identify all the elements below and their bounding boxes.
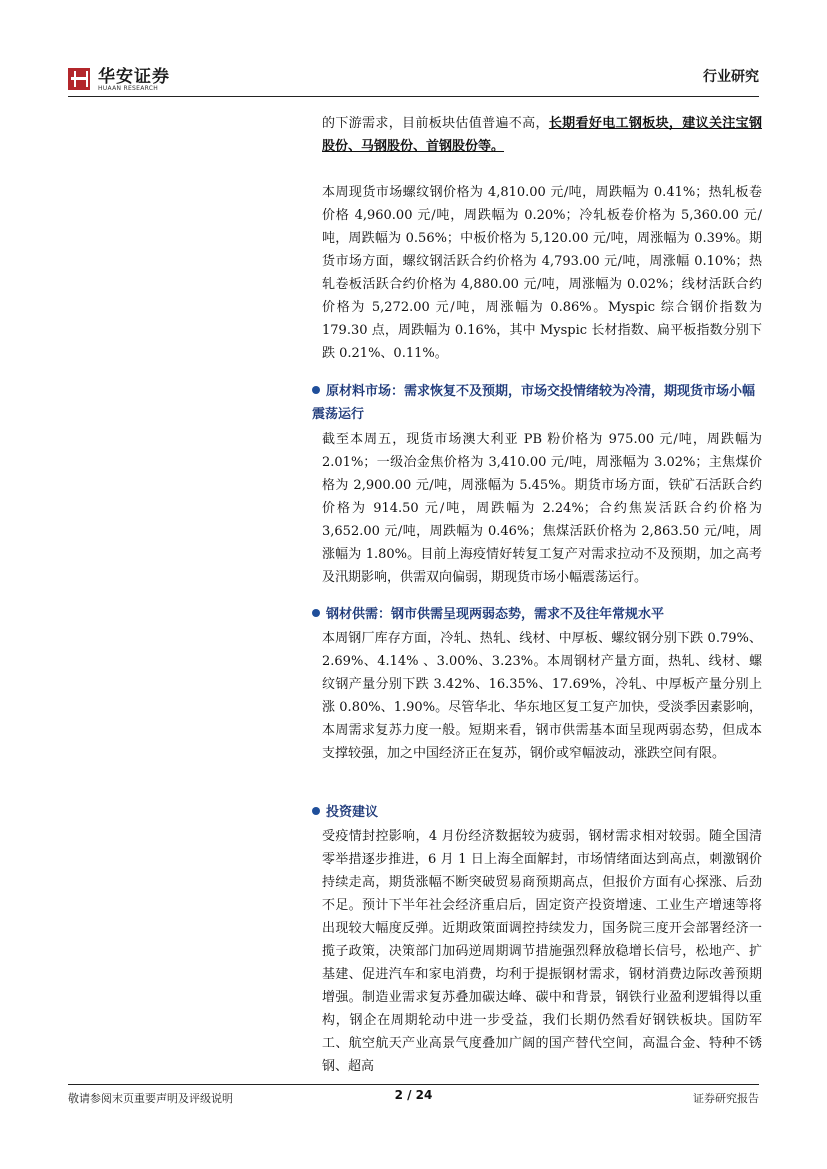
investment-text: 受疫情封控影响，4 月份经济数据较为疲弱，钢材需求相对较弱。随全国清零举措逐步推进，6 月 1 日上海全面解封，市场情绪面达到高点，刺激钢价持续走高，期货涨幅不断突破贸易商预期高点，但报价方面有心探涨、后劲不足。预计下半年社会经济重启后，固定资产投资增速、工业生产增速等将出现较大幅度反弹。近期政策面调控持续发力，国务院三度开会部署经济一揽子政策，决策部门加码逆周期调节措施强烈释放稳增长信号，松地产、扩基建、促进汽车和家电消费，均利于提振钢材需求，钢材消费边际改善预期增强。制造业需求复苏叠加碳达峰、碳中和背景，钢铁行业盈利逻辑得以重构，钢企在周期轮动中进一步受益，我们长期仍然看好钢铁板块。国防军工、航空航天产业高景气度叠加广阔的国产替代空间，高温合金、特种不锈钢、超高 bbox=[322, 829, 762, 1074]
page-header bbox=[0, 0, 827, 100]
market-text: 本周现货市场螺纹钢价格为 4,810.00 元/吨，周跌幅为 0.41%；热轧板卷价格 4,960.00 元/吨，周跌幅为 0.20%；冷轧板卷价格为 5,360.00 元/吨，周跌幅为 0.56%；中板价格为 5,120.00 元/吨，周涨幅为 0.39%。期货市场方面，螺纹钢活跃合约价格为 4,793.00 元/吨，周涨幅 0.10%；热轧卷板活跃合约价格为 4,880.00 元/吨，周涨幅为 0.02%；线材活跃合约价格为 5,272.00 元/吨，周涨幅为 0.86%。Myspic 综合钢价指数为 179.30 点，周跌幅为 0.16%，其中 Myspic 长材指数、扁平板指数分别下跌 0.21%、0.11%。 bbox=[322, 185, 762, 361]
raw-materials-text: 截至本周五，现货市场澳大利亚 PB 粉价格为 975.00 元/吨，周跌幅为 2.01%；一级冶金焦价格为 3,410.00 元/吨，周涨幅为 3.02%；主焦煤价格为 2,900.00 元/吨，周涨幅为 5.45%。期货市场方面，铁矿石活跃合约价格为 914.50 元/吨，周跌幅为 2.24%；合约焦炭活跃合约价格为 3,652.00 元/吨，周跌幅为 0.46%；焦煤活跃价格为 2,863.50 元/吨，周涨幅为 1.80%。目前上海疫情好转复工复产对需求拉动不及预期，加之高考及汛期影响，供需双向偏弱，期现货市场小幅震荡运行。 bbox=[322, 432, 762, 585]
footer-divider bbox=[68, 1084, 759, 1085]
intro-paragraph bbox=[322, 112, 762, 158]
intro-text: 的下游需求，目前板块估值普遍不高， bbox=[322, 116, 549, 131]
header-divider bbox=[68, 96, 759, 97]
steel-supply-text: 本周钢厂库存方面，冷轧、热轧、线材、中厚板、螺纹钢分别下跌 0.79%、2.69%、4.14% 、3.00%、3.23%。本周钢材产量方面，热轧、线材、螺纹钢产量分别下跌 3.42%、16.35%、17.69%，冷轧、中厚板产量分别上涨 0.80%、1.90%。尽管华北、华东地区复工复产加快，受淡季因素影响，本周需求复苏力度一般。短期来看，钢市供需基本面呈现两弱态势，但成本支撑较强，加之中国经济正在复苏，钢价或窄幅波动，涨跌空间有限。 bbox=[322, 631, 762, 761]
intro-recommendation: 长期看好电工钢板块，建议关注宝钢股份、马钢股份、首钢股份等。 bbox=[322, 116, 762, 154]
logo-subtitle: HUAAN RESEARCH bbox=[98, 85, 159, 92]
footer-disclaimer: 敬请参阅末页重要声明及评级说明 bbox=[68, 1092, 233, 1105]
bullet-dot-icon bbox=[312, 807, 320, 815]
bullet-dot-icon bbox=[312, 386, 320, 394]
huaan-logo-icon bbox=[68, 68, 90, 90]
section-body-raw-materials bbox=[322, 428, 762, 589]
section-tag: 行业研究 bbox=[703, 69, 759, 85]
page-number: 2 / 24 bbox=[394, 1088, 433, 1102]
section-heading-raw-materials: 原材料市场：需求恢复不及预期，市场交投情绪较为冷清，期现货市场小幅震荡运行 bbox=[312, 384, 756, 422]
footer-report-type: 证券研究报告 bbox=[693, 1092, 759, 1105]
bullet-dot-icon bbox=[312, 609, 320, 617]
logo-text: 华安证券 bbox=[98, 67, 170, 87]
section-heading-steel-supply: 钢材供需：钢市供需呈现两弱态势，需求不及往年常规水平 bbox=[312, 603, 762, 626]
market-paragraph bbox=[322, 181, 762, 365]
section-heading-investment: 投资建议 bbox=[312, 801, 762, 824]
section-body-steel-supply bbox=[322, 627, 762, 765]
section-body-investment bbox=[322, 825, 762, 1078]
